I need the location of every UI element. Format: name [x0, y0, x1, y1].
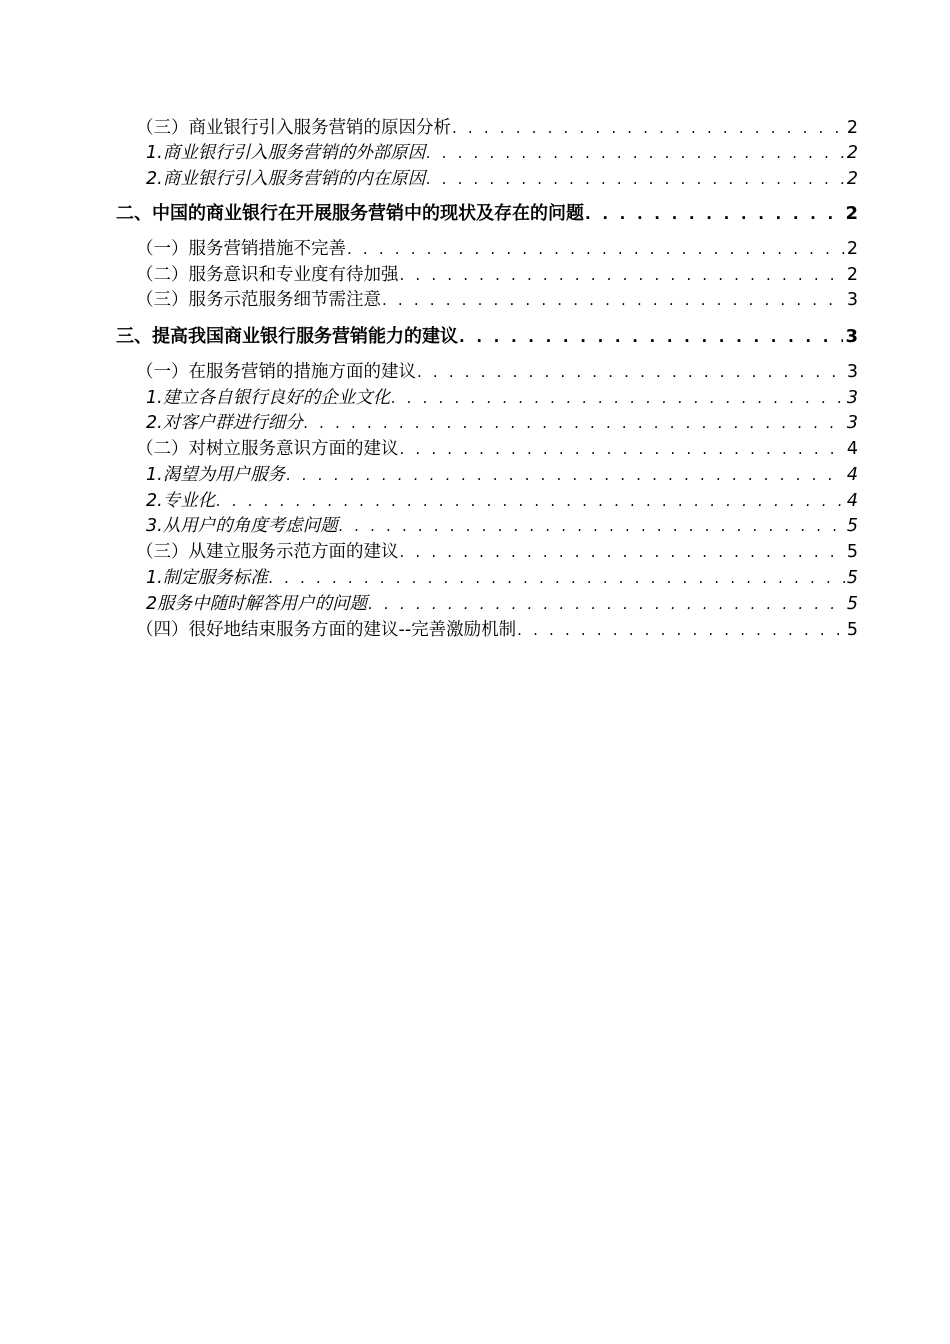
toc-entry[interactable] [136, 437, 858, 461]
dot-leader [339, 514, 845, 538]
toc-entry-title: 1.建立各自银行良好的企业文化 [146, 388, 391, 408]
toc-entry-page: 3 [846, 290, 858, 310]
toc-entry-page: 2 [846, 265, 858, 285]
toc-entry-page: 5 [846, 542, 858, 562]
toc-entry-title: 3.从用户的角度考虑问题 [146, 516, 338, 536]
toc-entry[interactable] [136, 618, 858, 642]
toc-entry-page: 5 [846, 620, 858, 640]
toc-entry[interactable] [146, 592, 858, 616]
toc-entry-chapter[interactable] [116, 202, 858, 226]
toc-entry-title: （二）对树立服务意识方面的建议 [136, 439, 399, 459]
toc-entry[interactable] [136, 540, 858, 564]
dot-leader [517, 618, 845, 642]
toc-entry-title: 1.商业银行引入服务营销的外部原因 [146, 143, 426, 163]
dot-leader [585, 202, 843, 226]
toc-entry[interactable] [146, 167, 858, 191]
toc-entry-page: 5 [846, 568, 858, 588]
toc-entry-title: 2.专业化 [146, 491, 216, 511]
dot-leader [304, 411, 845, 435]
toc-entry[interactable] [146, 514, 858, 538]
toc-entry-title: （三）服务示范服务细节需注意 [136, 290, 381, 310]
toc-entry-page: 4 [846, 491, 858, 511]
toc-entry-page: 3 [846, 362, 858, 382]
dot-leader [400, 540, 845, 564]
toc-entry-page: 2 [845, 203, 858, 224]
toc-entry[interactable] [146, 141, 858, 165]
dot-leader [391, 386, 845, 410]
dot-leader [347, 237, 845, 261]
toc-entry-page: 3 [846, 413, 858, 433]
toc-entry[interactable] [136, 360, 858, 384]
toc-entry-title: （三）从建立服务示范方面的建议 [136, 542, 399, 562]
dot-leader [269, 566, 845, 590]
toc-entry-page: 3 [846, 388, 858, 408]
toc-entry[interactable] [136, 288, 858, 312]
dot-leader [452, 116, 845, 140]
toc-entry-page: 5 [846, 516, 858, 536]
dot-leader [426, 167, 845, 191]
toc-entry-page: 4 [846, 465, 858, 485]
toc-entry-title: 1.制定服务标准 [146, 568, 268, 588]
dot-leader [286, 463, 845, 487]
toc-entry-page: 2 [846, 118, 858, 138]
toc-entry-title: （三）商业银行引入服务营销的原因分析 [136, 118, 451, 138]
toc-entry-page: 5 [846, 594, 858, 614]
toc-entry-page: 2 [846, 169, 858, 189]
toc-entry[interactable] [146, 566, 858, 590]
toc-entry-page: 2 [846, 143, 858, 163]
dot-leader [382, 288, 845, 312]
toc-entry[interactable] [136, 237, 858, 261]
dot-leader [368, 592, 845, 616]
toc-entry-chapter[interactable] [116, 325, 858, 349]
toc-entry-title: 2服务中随时解答用户的问题 [146, 594, 368, 614]
toc-entry-page: 3 [845, 326, 858, 347]
toc-entry-title: 三、提高我国商业银行服务营销能力的建议 [116, 326, 458, 347]
dot-leader [459, 325, 843, 349]
toc-entry-title: 1.渴望为用户服务 [146, 465, 286, 485]
dot-leader [400, 263, 845, 287]
toc-entry-title: （二）服务意识和专业度有待加强 [136, 265, 399, 285]
toc-entry-title: （四）很好地结束服务方面的建议--完善激励机制 [136, 620, 517, 640]
dot-leader [216, 489, 845, 513]
toc-entry-page: 2 [846, 239, 858, 259]
toc-entry[interactable] [136, 116, 858, 140]
toc-entry[interactable] [146, 489, 858, 513]
toc-entry-title: （一）服务营销措施不完善 [136, 239, 346, 259]
toc-entry-title: 2.对客户群进行细分 [146, 413, 303, 433]
toc-entry-title: （一）在服务营销的措施方面的建议 [136, 362, 416, 382]
dot-leader [417, 360, 845, 384]
toc-entry-title: 二、中国的商业银行在开展服务营销中的现状及存在的问题 [116, 203, 584, 224]
toc-entry-title: 2.商业银行引入服务营销的内在原因 [146, 169, 426, 189]
toc-entry[interactable] [146, 386, 858, 410]
toc-entry[interactable] [136, 263, 858, 287]
toc-entry[interactable] [146, 411, 858, 435]
dot-leader [400, 437, 845, 461]
dot-leader [426, 141, 845, 165]
toc-entry-page: 4 [846, 439, 858, 459]
toc-entry[interactable] [146, 463, 858, 487]
